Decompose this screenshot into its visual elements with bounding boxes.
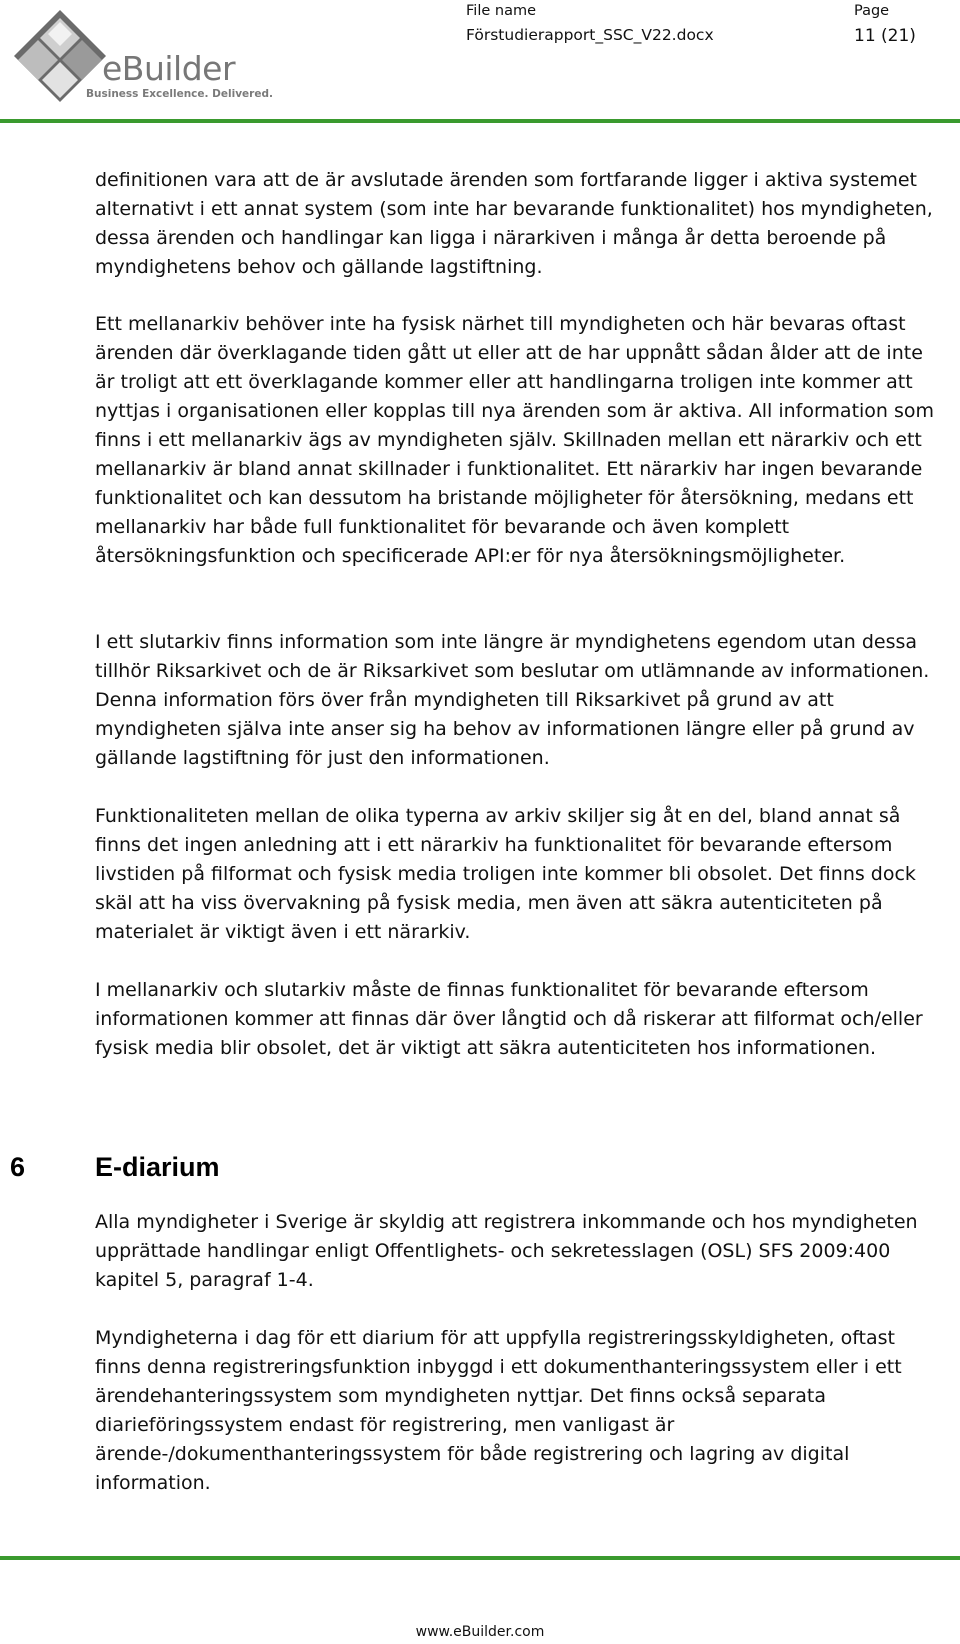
body-paragraph: Myndigheterna i dag för ett diarium för att uppfylla registreringsskyldigheten, oftast finns denna registreringsfunktion inbyggd i ett dokumenthanteringssystem eller i ett ärendehanteringssystem som myndigheten nyttjar. Det finns också separata diarieföringssystem endast för registrering, men vanligast är ärende-/dokumenthanteringssystem för både registrering och lagring av digital information. <box>95 1327 902 1494</box>
header-rule <box>0 119 960 123</box>
page-label: Page <box>854 3 890 19</box>
file-name-label: File name <box>466 3 536 19</box>
section-title: E-diarium <box>95 1152 220 1182</box>
body-paragraph: I mellanarkiv och slutarkiv måste de finnas funktionalitet för bevarande eftersom informationen kommer att finnas där över långtid och då riskerar att filformat och/eller fysisk media blir obsolet, det är viktigt att säkra autenticiteten hos informationen. <box>95 979 923 1059</box>
footer-rule <box>0 1556 960 1560</box>
logo-tagline: Business Excellence. Delivered. <box>86 88 273 100</box>
file-name-value: Förstudierapport_SSC_V22.docx <box>466 26 714 44</box>
body-paragraph: definitionen vara att de är avslutade ärenden som fortfarande ligger i aktiva systemet alternativt i ett annat system (som inte har bevarande funktionalitet) hos myndigheten, dessa ärenden och handlingar kan ligga i närarkiven i många år detta beroende på myndighetens behov och gällande lagstiftning. <box>95 169 933 278</box>
footer-url[interactable]: www.eBuilder.com <box>415 1624 545 1640</box>
body-paragraph: Alla myndigheter i Sverige är skyldig att registrera inkommande och hos myndigheten upprättade handlingar enligt Offentlighets- och sekretesslagen (OSL) SFS 2009:400 kapitel 5, paragraf 1-4. <box>95 1211 918 1291</box>
page-number: 11 (21) <box>854 26 916 46</box>
ebuilder-logo <box>10 8 273 106</box>
body-paragraph: Ett mellanarkiv behöver inte ha fysisk närhet till myndigheten och här bevaras oftast ärenden där överklagande tiden gått ut eller att de har uppnått sådan ålder att de inte är troligt att ett överklagande kommer eller att handlingarna troligen inte kommer att nyttjas i organisationen eller kopplas till nya ärenden som är aktiva. All information som finns i ett mellanarkiv ägs av myndigheten själv. Skillnaden mellan ett närarkiv och ett mellanarkiv är bland annat skillnader i funktionalitet. Ett närarkiv har ingen bevarande funktionalitet och kan dessutom ha bristande möjligheter för återsökning, medans ett mellanarkiv har både full funktionalitet för bevarande och även komplett återsökningsfunktion och specificerade API:er för nya återsökningsmöjligheter. <box>95 313 935 567</box>
logo-wordmark: eBuilder <box>102 49 236 88</box>
body-paragraph: Funktionaliteten mellan de olika typerna av arkiv skiljer sig åt en del, bland annat så finns det ingen anledning att i ett närarkiv ha funktionalitet för bevarande eftersom livstiden på filformat och fysisk media troligen inte kommer bli obsolet. Det finns dock skäl att ha viss övervakning på fysisk media, men även att säkra autenticiteten på materialet är viktigt även i ett närarkiv. <box>95 805 916 943</box>
body-paragraph: I ett slutarkiv finns information som inte längre är myndighetens egendom utan dessa tillhör Riksarkivet och de är Riksarkivet som beslutar om utlämnande av informationen. Denna information förs över från myndigheten till Riksarkivet på grund av att myndigheten själva inte anser sig ha behov av informationen längre eller på grund av gällande lagstiftning för just den informationen. <box>95 631 930 769</box>
section-number: 6 <box>10 1152 26 1182</box>
